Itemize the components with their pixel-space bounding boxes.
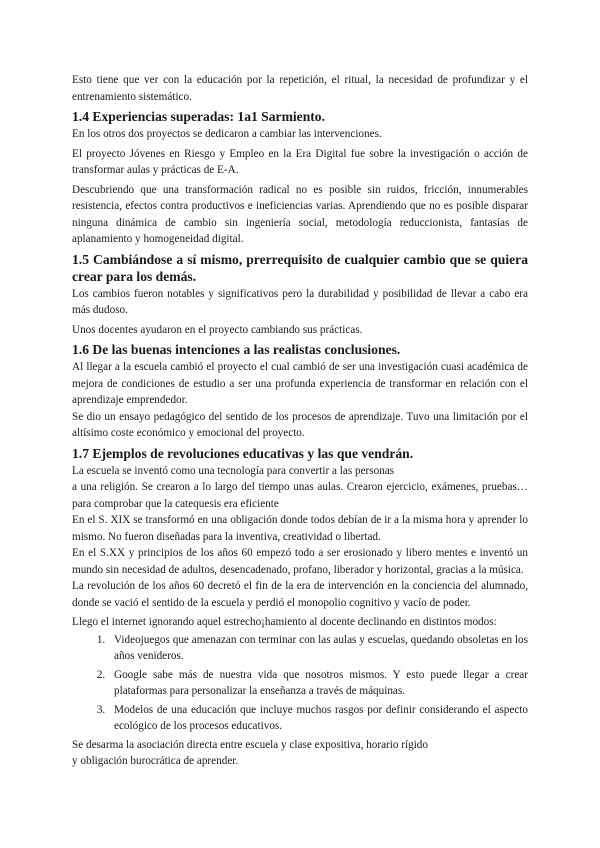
paragraph: Llego el internet ignorando aquel estrecho¡hamiento al docente declinando en distintos modos: bbox=[72, 616, 497, 628]
section-heading-1-7: 1.7 Ejemplos de revoluciones educativas y las que vendrán. bbox=[72, 445, 414, 461]
list-item: 3. Modelos de una educación que incluye muchos rasgos por definir considerando el aspecto ecológico de los procesos educativos. bbox=[108, 702, 528, 735]
section-heading-1-5: 1.5 Cambiándose a sí mismo, prerrequisito de cualquier cambio que se quiera crear para los demás. bbox=[72, 251, 528, 284]
paragraph: a una religión. Se crearon a lo largo del tiempo unas aulas. Crearon ejercicio, exámenes, pruebas… para comprobar que la catequesis era eficiente bbox=[72, 481, 528, 510]
intro-paragraph: Esto tiene que ver con la educación por la repetición, el ritual, la necesidad de profundizar y el entrenamiento sistemático. bbox=[72, 74, 528, 103]
paragraph: Se dio un ensayo pedagógico del sentido de los procesos de aprendizaje. Tuvo una limitación por el altísimo coste económico y emocional del proyecto. bbox=[72, 410, 528, 439]
paragraph: Unos docentes ayudaron en el proyecto cambiando sus prácticas. bbox=[72, 323, 363, 336]
section-heading-1-4: 1.4 Experiencias superadas: 1a1 Sarmiento. bbox=[72, 109, 325, 124]
paragraph: En el S.XX y principios de los años 60 empezó todo a ser erosionado y libero mentes e inventó un mundo sin necesidad de adultos, desencadenado, profano, liberador y horizontal, gracias a la música. bbox=[72, 547, 528, 576]
paragraph: Descubriendo que una transformación radical no es posible sin ruidos, fricción, innumerables resistencia, efectos contra productivos e ineficiencias varias. Aprendiendo que no es posible disparar ninguna dinámica de cambio sin ingeniería social, metodología reduccionista, fantasías de aplanamiento y homogeneidad digital. bbox=[72, 183, 528, 245]
paragraph: Los cambios fueron notables y significativos pero la durabilidad y posibilidad de llevar a cabo era más dudoso. bbox=[72, 287, 528, 316]
numbered-list bbox=[72, 632, 528, 735]
section-heading-1-6: 1.6 De las buenas intenciones a las realistas conclusiones. bbox=[72, 342, 401, 357]
list-item: 2. Google sabe más de nuestra vida que nosotros mismos. Y esto puede llegar a crear plataformas para personalizar la enseñanza a través de máquinas. bbox=[108, 667, 528, 700]
paragraph-line: y obligación burocrática de aprender. bbox=[72, 755, 239, 767]
paragraph: Al llegar a la escuela cambió el proyecto el cual cambió de ser una investigación cuasi académica de mejora de condiciones de estudio a ser una profunda experiencia de transformar en relación con el aprendizaje emprendedor. bbox=[72, 361, 528, 406]
paragraph: La revolución de los años 60 decretó el fin de la era de intervención en la conciencia del alumnado, donde se vació el sentido de la escuela y perdió el monopolio cognitivo y vacío de poder. bbox=[72, 580, 528, 609]
paragraph-line: La escuela se inventó como una tecnología para convertir a las personas bbox=[72, 464, 395, 477]
paragraph: En los otros dos proyectos se dedicaron a cambiar las intervenciones. bbox=[72, 128, 382, 140]
list-item: 1. Videojuegos que amenazan con terminar con las aulas y escuelas, quedando obsoletas en los años venideros. bbox=[108, 632, 528, 665]
paragraph-line: Se desarma la asociación directa entre escuela y clase expositiva, horario rígido bbox=[72, 738, 428, 751]
paragraph: El proyecto Jóvenes en Riesgo y Empleo en la Era Digital fue sobre la investigación o acción de transformar aulas y prácticas de E-A. bbox=[72, 147, 528, 176]
paragraph: En el S. XIX se transformó en una obligación donde todos debían de ir a la misma hora y aprender lo mismo. No fueron diseñadas para la inventiva, creatividad o libertad. bbox=[72, 514, 528, 543]
